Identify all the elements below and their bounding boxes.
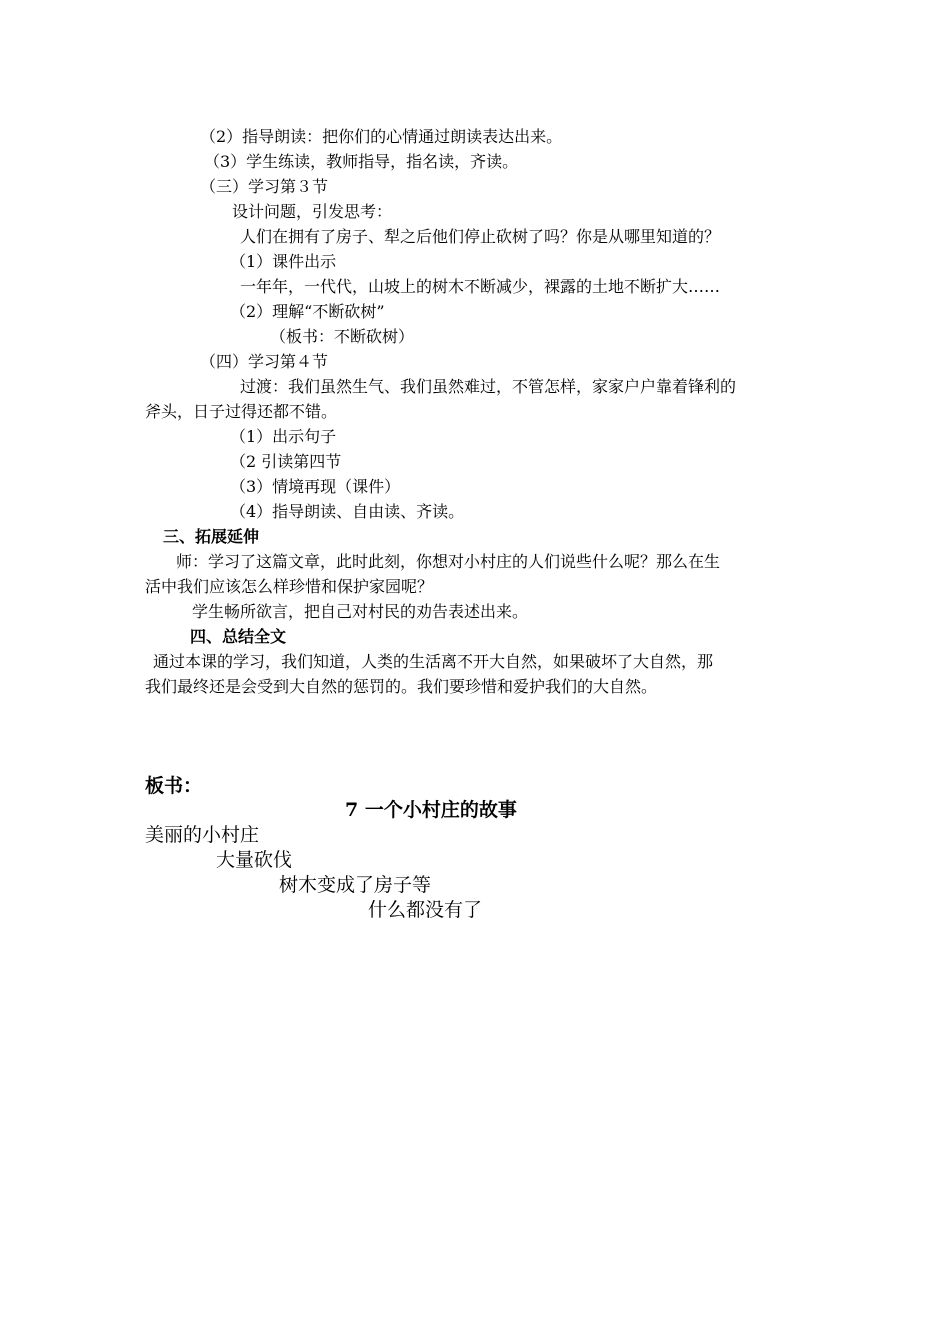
blackboard-step1: 美丽的小村庄 [145,824,260,846]
blackboard-title: 7 一个小村庄的故事 [345,799,517,821]
board-note: （板书：不断砍树） [270,327,415,346]
teacher-line1: 师：学习了这篇文章，此时此刻，你想对小村庄的人们说些什么呢？那么在生 [176,552,721,571]
blackboard-step3: 树木变成了房子等 [279,874,432,896]
section-four-heading: 四、总结全文 [190,627,287,646]
sub3-quote: 一年年，一代代，山坡上的树木不断减少，裸露的土地不断扩大…… [240,277,721,296]
student-line: 学生畅所欲言，把自己对村民的劝告表述出来。 [192,602,529,621]
sub3-heading: （三）学习第３节 [200,177,329,196]
transition-line1: 过渡：我们虽然生气、我们虽然难过，不管怎样，家家户户靠着锋利的 [240,377,737,396]
teacher-line2: 活中我们应该怎么样珍惜和保护家园呢？ [145,577,434,596]
blackboard-step4: 什么都没有了 [368,899,483,921]
sub3-item1: （1）课件出示 [230,252,337,271]
item2-guide-reading: （2）指导朗读：把你们的心情通过朗读表达出来。 [200,127,563,146]
summary-line1: 通过本课的学习，我们知道，人类的生活离不开大自然，如果破坏了大自然，那 [153,652,714,671]
section-three-heading: 三、拓展延伸 [163,527,260,546]
sub4-item4: （4）指导朗读、自由读、齐读。 [230,502,465,521]
blackboard-label: 板书： [145,775,203,797]
transition-line2: 斧头，日子过得还都不错。 [145,402,338,421]
sub3-item2: （2）理解“不断砍树” [230,302,385,321]
item3-practice: （3）学生练读，教师指导，指名读，齐读。 [204,152,519,171]
question-text: 人们在拥有了房子、犁之后他们停止砍树了吗？你是从哪里知道的？ [240,227,721,246]
blackboard-step2: 大量砍伐 [216,849,293,871]
sub4-heading: （四）学习第４节 [200,352,329,371]
sub4-item3: （3）情境再现（课件） [230,477,401,496]
summary-line2: 我们最终还是会受到大自然的惩罚的。我们要珍惜和爱护我们的大自然。 [145,677,658,696]
design-question: 设计问题，引发思考： [232,202,393,221]
sub4-item1: （1）出示句子 [230,427,337,446]
sub4-item2: （2 引读第四节 [230,452,342,471]
